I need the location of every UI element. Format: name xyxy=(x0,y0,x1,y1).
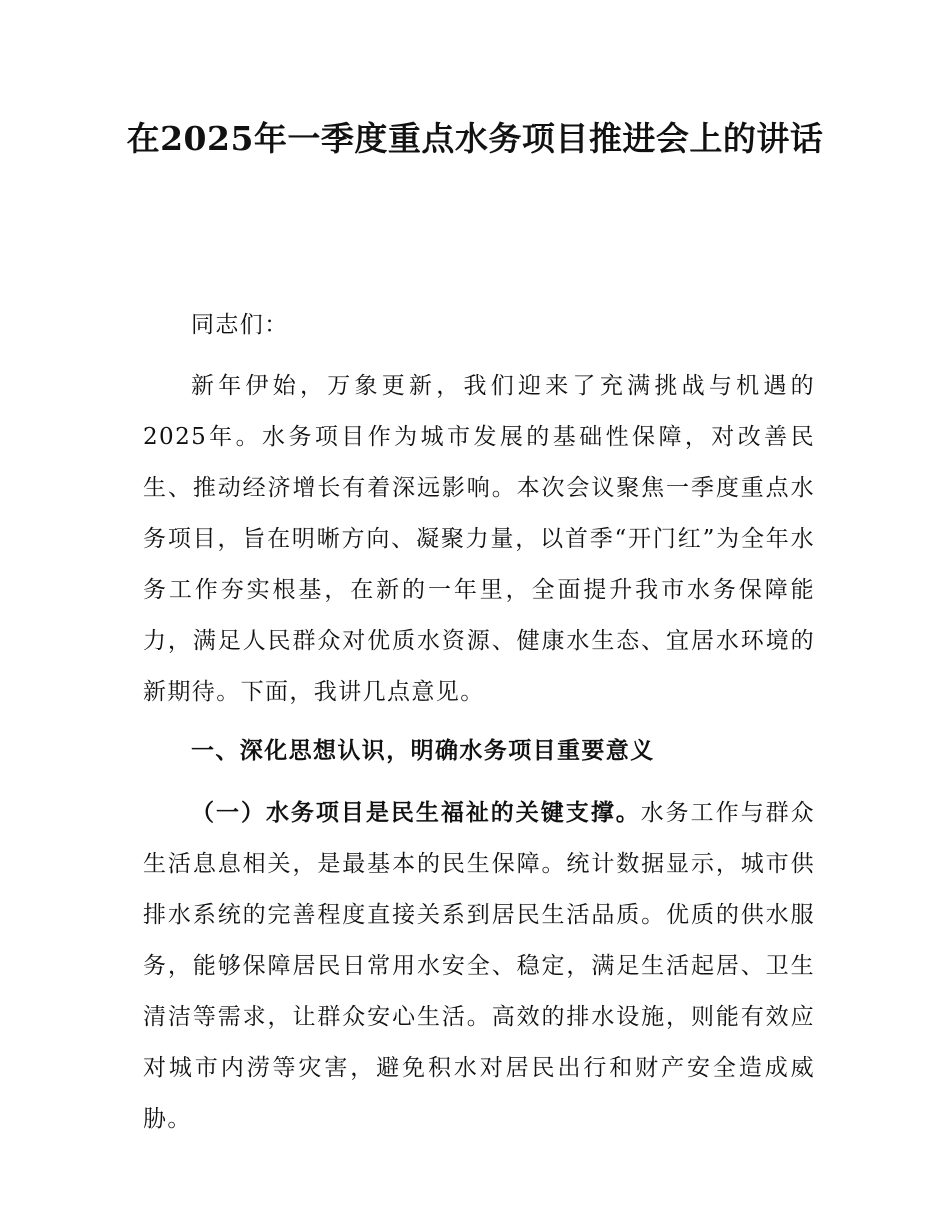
subsection-heading-1: （一）水务项目是民生福祉的关键支撑。 xyxy=(191,799,641,826)
subsection-body-1: 水务工作与群众生活息息相关，是最基本的民生保障。统计数据显示，城市供排水系统的完善程度直接关系到居民生活品质。优质的供水服务，能够保障居民日常用水安全、稳定，满足生活起居、卫生清洁等需求，让群众安心生活。高效的排水设施，则能有效应对城市内涝等灾害，避免积水对居民出行和财产安全造成威胁。 xyxy=(143,800,815,1132)
subsection-paragraph-1 xyxy=(143,787,815,1145)
intro-paragraph: 新年伊始，万象更新，我们迎来了充满挑战与机遇的2025年。水务项目作为城市发展的基础性保障，对改善民生、推动经济增长有着深远影响。本次会议聚焦一季度重点水务项目，旨在明晰方向、凝聚力量，以首季“开门红”为全年水务工作夯实根基，在新的一年里，全面提升我市水务保障能力，满足人民群众对优质水资源、健康水生态、宜居水环境的新期待。下面，我讲几点意见。 xyxy=(143,373,815,705)
salutation: 同志们： xyxy=(191,312,289,338)
section-heading-1: 一、深化思想认识，明确水务项目重要意义 xyxy=(191,737,655,764)
document-title: 在2025年一季度重点水务项目推进会上的讲话 xyxy=(126,119,824,158)
